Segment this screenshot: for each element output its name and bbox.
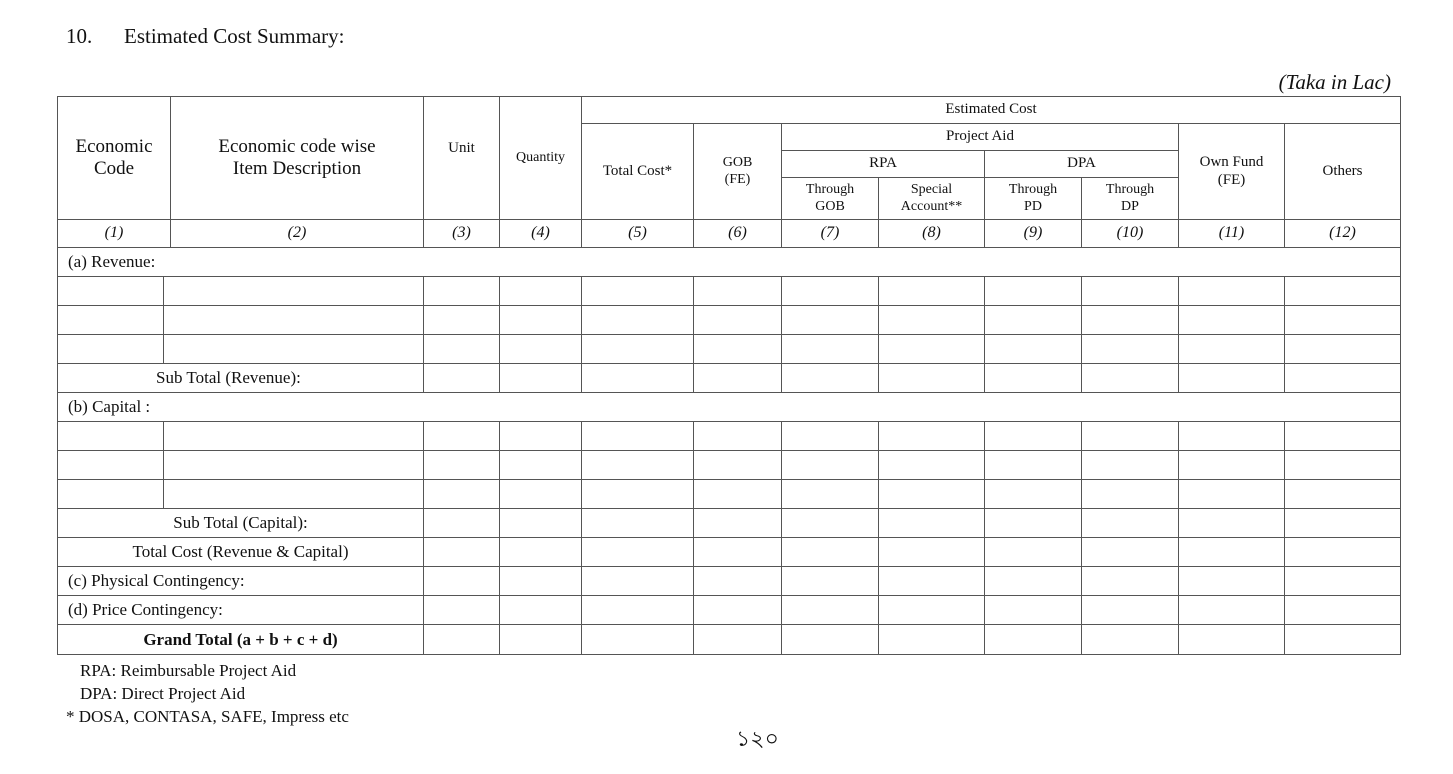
capital-section-label: (b) Capital :	[58, 393, 1401, 422]
section-number: 10.	[66, 24, 93, 48]
header-through-pd: Through PD	[985, 178, 1082, 220]
notes	[66, 659, 349, 728]
total-cost-row	[58, 538, 1401, 567]
revenue-section-label: (a) Revenue:	[58, 248, 1401, 277]
header-item-description: Economic code wise Item Description	[171, 97, 424, 220]
table-row	[58, 277, 1401, 306]
column-number: (8)	[879, 220, 985, 248]
column-number-row	[58, 220, 1401, 248]
note-footnote: * DOSA, CONTASA, SAFE, Impress etc	[66, 707, 349, 726]
subtotal-capital-label: Sub Total (Capital):	[58, 509, 424, 538]
page-number: ১২০	[736, 727, 779, 752]
subtotal-capital-row	[58, 509, 1401, 538]
physical-contingency-row	[58, 567, 1401, 596]
header-economic-code: Economic Code	[58, 97, 171, 220]
column-number: (5)	[582, 220, 694, 248]
units-note: (Taka in Lac)	[1278, 70, 1391, 94]
header-total-cost: Total Cost*	[582, 124, 694, 220]
header-through-gob: Through GOB	[782, 178, 879, 220]
column-number: (11)	[1179, 220, 1285, 248]
column-number: (3)	[424, 220, 500, 248]
cost-summary-table	[57, 96, 1401, 655]
section-heading	[66, 24, 345, 49]
section-title: Estimated Cost Summary:	[124, 24, 345, 48]
header-others: Others	[1285, 124, 1401, 220]
subtotal-revenue-label: Sub Total (Revenue):	[58, 364, 424, 393]
table-row	[58, 335, 1401, 364]
column-number: (9)	[985, 220, 1082, 248]
price-contingency-row	[58, 596, 1401, 625]
header-estimated-cost: Estimated Cost	[582, 97, 1401, 124]
table-row	[58, 451, 1401, 480]
table-row	[58, 422, 1401, 451]
note-rpa: RPA: Reimbursable Project Aid	[80, 661, 297, 680]
column-number: (12)	[1285, 220, 1401, 248]
header-dpa: DPA	[985, 151, 1179, 178]
header-special-account: Special Account**	[879, 178, 985, 220]
table-row	[58, 306, 1401, 335]
column-number: (6)	[694, 220, 782, 248]
header-rpa: RPA	[782, 151, 985, 178]
column-number: (10)	[1082, 220, 1179, 248]
table-row	[58, 480, 1401, 509]
subtotal-revenue-row	[58, 364, 1401, 393]
note-dpa: DPA: Direct Project Aid	[80, 684, 246, 703]
column-number: (1)	[58, 220, 171, 248]
grand-total-label: Grand Total (a + b + c + d)	[58, 625, 424, 655]
grand-total-row	[58, 625, 1401, 655]
header-own-fund: Own Fund (FE)	[1179, 124, 1285, 220]
header-through-dp: Through DP	[1082, 178, 1179, 220]
header-project-aid: Project Aid	[782, 124, 1179, 151]
total-cost-label: Total Cost (Revenue & Capital)	[58, 538, 424, 567]
column-number: (4)	[500, 220, 582, 248]
header-quantity: Quantity	[500, 97, 582, 220]
header-unit: Unit	[424, 97, 500, 220]
column-number: (2)	[171, 220, 424, 248]
header-gob-fe: GOB (FE)	[694, 124, 782, 220]
column-number: (7)	[782, 220, 879, 248]
physical-contingency-label: (c) Physical Contingency:	[58, 567, 424, 596]
price-contingency-label: (d) Price Contingency:	[58, 596, 424, 625]
